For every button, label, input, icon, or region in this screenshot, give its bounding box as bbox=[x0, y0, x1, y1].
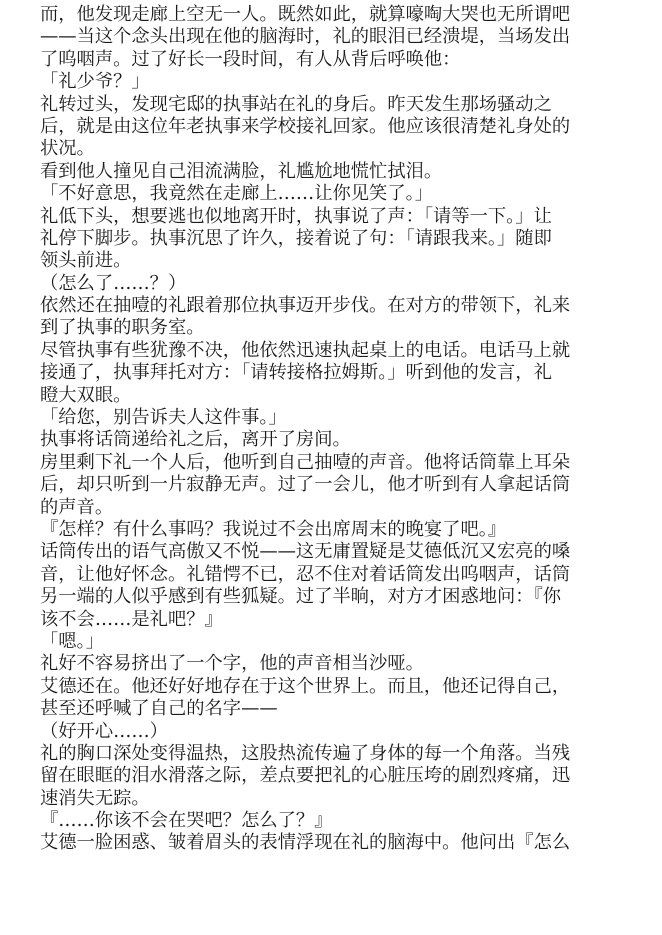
text-line: 依然还在抽噎的礼跟着那位执事迈开步伐。在对方的带领下，礼来 bbox=[40, 295, 571, 317]
text-line: 音，让他好怀念。礼错愕不已，忍不住对着话筒发出呜咽声，话筒 bbox=[40, 563, 571, 585]
text-line: 的声音。 bbox=[40, 496, 114, 518]
text-line: （怎么了……？） bbox=[40, 272, 187, 294]
text-line: 『……你该不会在哭吧？怎么了？』 bbox=[40, 810, 333, 832]
text-line: 礼转过头，发现宅邸的执事站在礼的身后。昨天发生那场骚动之 bbox=[40, 93, 552, 115]
text-line: ——当这个念头出现在他的脑海时，礼的眼泪已经溃堤，当场发出 bbox=[40, 26, 571, 48]
text-line: 「嗯。」 bbox=[40, 630, 104, 652]
text-line: 「礼少爷？」 bbox=[40, 71, 150, 93]
text-line: 了呜咽声。过了好长一段时间，有人从背后呼唤他： bbox=[40, 48, 461, 70]
text-line: （好开心……） bbox=[40, 720, 168, 742]
body-text bbox=[40, 4, 630, 855]
text-line: 另一端的人似乎感到有些狐疑。过了半晌，对方才困惑地问：『你 bbox=[40, 586, 562, 608]
text-line: 礼低下头，想要逃也似地离开时，执事说了声：「请等一下。」让 bbox=[40, 205, 552, 227]
text-line: 话筒传出的语气高傲又不悦——这无庸置疑是艾德低沉又宏亮的嗓 bbox=[40, 541, 571, 563]
text-line: 接通了，执事拜托对方：「请转接格拉姆斯。」听到他的发言，礼 bbox=[40, 362, 552, 384]
text-line: 艾德还在。他还好好地存在于这个世界上。而且，他还记得自己， bbox=[40, 675, 571, 697]
text-line: 尽管执事有些犹豫不决，他依然迅速执起桌上的电话。电话马上就 bbox=[40, 339, 571, 361]
text-line: 礼停下脚步。执事沉思了许久，接着说了句：「请跟我来。」随即 bbox=[40, 227, 552, 249]
text-line: 状况。 bbox=[40, 138, 95, 160]
text-line: 看到他人撞见自己泪流满脸，礼尴尬地慌忙拭泪。 bbox=[40, 160, 443, 182]
text-line: 艾德一脸困惑、皱着眉头的表情浮现在礼的脑海中。他问出『怎么 bbox=[40, 832, 571, 854]
text-line: 而，他发现走廊上空无一人。既然如此，就算嚎啕大哭也无所谓吧 bbox=[40, 4, 571, 25]
text-line: 执事将话筒递给礼之后，离开了房间。 bbox=[40, 429, 351, 451]
text-line: 到了执事的职务室。 bbox=[40, 317, 205, 339]
text-line: 房里剩下礼一个人后，他听到自己抽噎的声音。他将话筒靠上耳朵 bbox=[40, 451, 571, 473]
text-line: 瞪大双眼。 bbox=[40, 384, 132, 406]
text-line: 礼好不容易挤出了一个字，他的声音相当沙哑。 bbox=[40, 653, 424, 675]
text-line: 速消失无踪。 bbox=[40, 787, 150, 809]
text-line: 礼的胸口深处变得温热，这股热流传遍了身体的每一个角落。当残 bbox=[40, 742, 571, 764]
text-line: 「不好意思，我竟然在走廊上……让你见笑了。」 bbox=[40, 183, 434, 205]
text-line: 该不会……是礼吧？』 bbox=[40, 608, 223, 630]
text-line: 后，却只听到一片寂静无声。过了一会儿，他才听到有人拿起话筒 bbox=[40, 474, 571, 496]
text-line: 「给您，别告诉夫人这件事。」 bbox=[40, 407, 287, 429]
text-line: 『怎样？有什么事吗？我说过不会出席周末的晚宴了吧。』 bbox=[40, 518, 507, 540]
text-line: 留在眼眶的泪水滑落之际，差点要把礼的心脏压垮的剧烈疼痛，迅 bbox=[40, 765, 571, 787]
text-line: 后，就是由这位年老执事来学校接礼回家。他应该很清楚礼身处的 bbox=[40, 115, 571, 137]
text-line: 领头前进。 bbox=[40, 250, 132, 272]
text-line: 甚至还呼喊了自己的名字—— bbox=[40, 698, 278, 720]
